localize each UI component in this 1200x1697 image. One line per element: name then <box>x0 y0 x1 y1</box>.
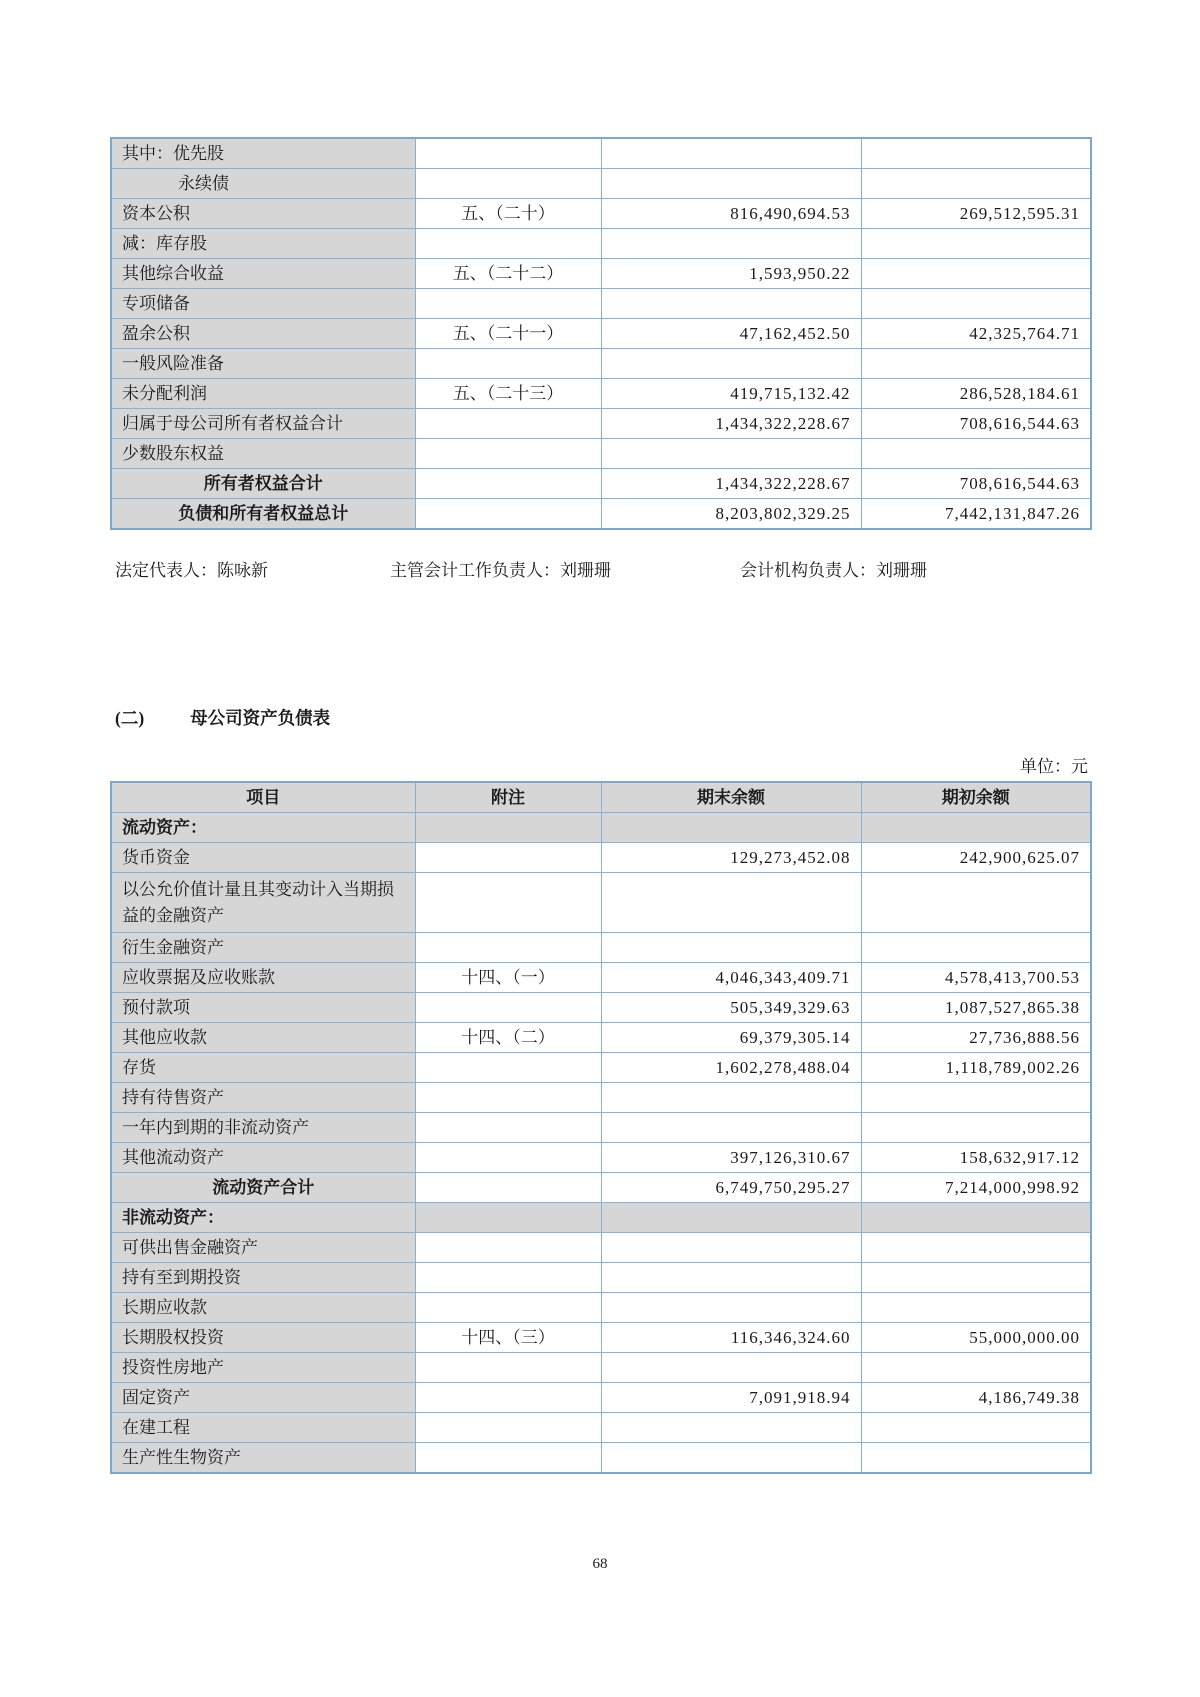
value-cell <box>601 1353 861 1383</box>
value-cell <box>601 873 861 933</box>
value-cell <box>861 1083 1091 1113</box>
value-cell: 116,346,324.60 <box>601 1323 861 1353</box>
item-cell: 预付款项 <box>111 993 415 1023</box>
value-cell: 4,578,413,700.53 <box>861 963 1091 993</box>
value-cell: 708,616,544.63 <box>861 469 1091 499</box>
value-cell <box>861 1113 1091 1143</box>
note-cell <box>415 843 601 873</box>
header-item: 项目 <box>111 782 415 813</box>
value-cell: 27,736,888.56 <box>861 1023 1091 1053</box>
value-cell <box>861 813 1091 843</box>
table-row <box>111 349 1091 379</box>
value-cell <box>861 1443 1091 1474</box>
value-cell: 505,349,329.63 <box>601 993 861 1023</box>
unit-label: 单位：元 <box>1020 757 1088 776</box>
note-cell: 五、（二十二） <box>415 259 601 289</box>
table-row <box>111 1113 1091 1143</box>
item-cell: 其他综合收益 <box>111 259 415 289</box>
value-cell: 7,214,000,998.92 <box>861 1173 1091 1203</box>
note-cell <box>415 138 601 169</box>
value-cell <box>861 873 1091 933</box>
value-cell <box>861 349 1091 379</box>
item-cell: 固定资产 <box>111 1383 415 1413</box>
table-row <box>111 1203 1091 1233</box>
note-cell: 五、（二十三） <box>415 379 601 409</box>
item-cell: 其他流动资产 <box>111 1143 415 1173</box>
item-cell: 其他应收款 <box>111 1023 415 1053</box>
value-cell <box>601 439 861 469</box>
item-cell: 一般风险准备 <box>111 349 415 379</box>
value-cell <box>601 229 861 259</box>
signatories-line <box>110 556 1090 586</box>
item-cell: 未分配利润 <box>111 379 415 409</box>
note-cell <box>415 229 601 259</box>
item-cell: 减：库存股 <box>111 229 415 259</box>
note-cell <box>415 469 601 499</box>
table-row <box>111 138 1091 169</box>
value-cell <box>601 933 861 963</box>
table-row <box>111 409 1091 439</box>
item-cell: 专项储备 <box>111 289 415 319</box>
note-cell <box>415 349 601 379</box>
item-cell: 流动资产： <box>111 813 415 843</box>
value-cell <box>601 1233 861 1263</box>
value-cell: 7,091,918.94 <box>601 1383 861 1413</box>
table-header-row <box>111 782 1091 813</box>
value-cell: 1,593,950.22 <box>601 259 861 289</box>
table-row <box>111 1413 1091 1443</box>
item-cell: 非流动资产： <box>111 1203 415 1233</box>
item-cell: 归属于母公司所有者权益合计 <box>111 409 415 439</box>
value-cell: 47,162,452.50 <box>601 319 861 349</box>
note-cell <box>415 933 601 963</box>
header-note: 附注 <box>415 782 601 813</box>
value-cell <box>601 1083 861 1113</box>
note-cell <box>415 1263 601 1293</box>
value-cell: 69,379,305.14 <box>601 1023 861 1053</box>
table-row <box>111 1293 1091 1323</box>
item-cell: 在建工程 <box>111 1413 415 1443</box>
section-title: 母公司资产负债表 <box>190 708 331 728</box>
note-cell: 十四、（三） <box>415 1323 601 1353</box>
item-cell: 负债和所有者权益总计 <box>111 499 415 530</box>
value-cell <box>601 813 861 843</box>
value-cell: 816,490,694.53 <box>601 199 861 229</box>
value-cell <box>601 1293 861 1323</box>
value-cell <box>861 1353 1091 1383</box>
item-cell: 一年内到期的非流动资产 <box>111 1113 415 1143</box>
value-cell <box>601 1203 861 1233</box>
note-cell <box>415 1053 601 1083</box>
item-cell: 持有至到期投资 <box>111 1263 415 1293</box>
value-cell <box>601 1413 861 1443</box>
note-cell: 十四、（二） <box>415 1023 601 1053</box>
note-cell <box>415 1173 601 1203</box>
item-cell: 流动资产合计 <box>111 1173 415 1203</box>
note-cell: 五、（二十） <box>415 199 601 229</box>
note-cell <box>415 1413 601 1443</box>
note-cell <box>415 993 601 1023</box>
value-cell <box>861 1263 1091 1293</box>
chief-accountant-label: 主管会计工作负责人：刘珊珊 <box>390 561 611 580</box>
value-cell: 4,186,749.38 <box>861 1383 1091 1413</box>
note-cell <box>415 499 601 530</box>
table-row <box>111 229 1091 259</box>
value-cell: 397,126,310.67 <box>601 1143 861 1173</box>
item-cell: 可供出售金融资产 <box>111 1233 415 1263</box>
item-cell: 永续债 <box>111 169 415 199</box>
value-cell: 4,046,343,409.71 <box>601 963 861 993</box>
section-index: (二) <box>115 708 145 728</box>
item-cell: 衍生金融资产 <box>111 933 415 963</box>
table-row <box>111 1263 1091 1293</box>
table-row <box>111 379 1091 409</box>
note-cell <box>415 1203 601 1233</box>
value-cell: 419,715,132.42 <box>601 379 861 409</box>
item-cell: 存货 <box>111 1053 415 1083</box>
table-row <box>111 1143 1091 1173</box>
value-cell: 1,087,527,865.38 <box>861 993 1091 1023</box>
item-cell: 应收票据及应收账款 <box>111 963 415 993</box>
table-row <box>111 1443 1091 1474</box>
item-cell: 长期股权投资 <box>111 1323 415 1353</box>
table-row <box>111 1383 1091 1413</box>
value-cell <box>861 1413 1091 1443</box>
note-cell <box>415 873 601 933</box>
item-cell: 其中：优先股 <box>111 138 415 169</box>
value-cell <box>861 229 1091 259</box>
value-cell <box>861 933 1091 963</box>
note-cell <box>415 409 601 439</box>
section-heading <box>115 705 330 730</box>
note-cell <box>415 1383 601 1413</box>
value-cell <box>861 1293 1091 1323</box>
value-cell: 55,000,000.00 <box>861 1323 1091 1353</box>
item-cell: 所有者权益合计 <box>111 469 415 499</box>
value-cell: 42,325,764.71 <box>861 319 1091 349</box>
value-cell: 8,203,802,329.25 <box>601 499 861 530</box>
value-cell <box>861 169 1091 199</box>
value-cell: 286,528,184.61 <box>861 379 1091 409</box>
table-row <box>111 1083 1091 1113</box>
table-row <box>111 169 1091 199</box>
item-cell: 少数股东权益 <box>111 439 415 469</box>
table-row <box>111 499 1091 530</box>
note-cell <box>415 1233 601 1263</box>
value-cell <box>861 259 1091 289</box>
table-row <box>111 1173 1091 1203</box>
table-row <box>111 319 1091 349</box>
value-cell <box>601 1113 861 1143</box>
note-cell <box>415 813 601 843</box>
value-cell: 1,602,278,488.04 <box>601 1053 861 1083</box>
note-cell <box>415 1143 601 1173</box>
value-cell: 269,512,595.31 <box>861 199 1091 229</box>
note-cell: 十四、（一） <box>415 963 601 993</box>
table-row <box>111 993 1091 1023</box>
table-row <box>111 1233 1091 1263</box>
item-cell: 货币资金 <box>111 843 415 873</box>
equity-continuation-table <box>110 137 1092 530</box>
note-cell <box>415 289 601 319</box>
table-row <box>111 873 1091 933</box>
value-cell: 7,442,131,847.26 <box>861 499 1091 530</box>
item-cell: 盈余公积 <box>111 319 415 349</box>
parent-balance-sheet-table <box>110 781 1092 1474</box>
value-cell <box>601 1263 861 1293</box>
value-cell <box>861 1233 1091 1263</box>
value-cell <box>861 439 1091 469</box>
item-cell: 生产性生物资产 <box>111 1443 415 1474</box>
note-cell <box>415 439 601 469</box>
note-cell <box>415 169 601 199</box>
note-cell: 五、（二十一） <box>415 319 601 349</box>
value-cell: 158,632,917.12 <box>861 1143 1091 1173</box>
value-cell: 6,749,750,295.27 <box>601 1173 861 1203</box>
value-cell <box>601 349 861 379</box>
table-row <box>111 933 1091 963</box>
value-cell: 708,616,544.63 <box>861 409 1091 439</box>
table-row <box>111 259 1091 289</box>
value-cell <box>601 138 861 169</box>
accounting-head-label: 会计机构负责人：刘珊珊 <box>740 561 927 580</box>
table-row <box>111 289 1091 319</box>
value-cell: 1,118,789,002.26 <box>861 1053 1091 1083</box>
value-cell <box>601 169 861 199</box>
item-cell: 投资性房地产 <box>111 1353 415 1383</box>
value-cell <box>861 138 1091 169</box>
value-cell <box>601 1443 861 1474</box>
value-cell: 1,434,322,228.67 <box>601 469 861 499</box>
legal-representative-label: 法定代表人：陈咏新 <box>115 561 268 580</box>
value-cell <box>861 1203 1091 1233</box>
table-row <box>111 963 1091 993</box>
table-row <box>111 199 1091 229</box>
header-beginning-balance: 期初余额 <box>861 782 1091 813</box>
note-cell <box>415 1113 601 1143</box>
table-row <box>111 843 1091 873</box>
table-row <box>111 1023 1091 1053</box>
page-number: 68 <box>592 1556 608 1572</box>
value-cell: 242,900,625.07 <box>861 843 1091 873</box>
note-cell <box>415 1293 601 1323</box>
table-row <box>111 439 1091 469</box>
value-cell: 129,273,452.08 <box>601 843 861 873</box>
table-row <box>111 1323 1091 1353</box>
table-row <box>111 469 1091 499</box>
item-cell: 以公允价值计量且其变动计入当期损益的金融资产 <box>111 873 415 933</box>
table-row <box>111 1053 1091 1083</box>
note-cell <box>415 1083 601 1113</box>
header-ending-balance: 期末余额 <box>601 782 861 813</box>
item-cell: 资本公积 <box>111 199 415 229</box>
table-row <box>111 813 1091 843</box>
table-row <box>111 1353 1091 1383</box>
note-cell <box>415 1353 601 1383</box>
value-cell <box>601 289 861 319</box>
value-cell: 1,434,322,228.67 <box>601 409 861 439</box>
item-cell: 长期应收款 <box>111 1293 415 1323</box>
item-cell: 持有待售资产 <box>111 1083 415 1113</box>
note-cell <box>415 1443 601 1474</box>
value-cell <box>861 289 1091 319</box>
